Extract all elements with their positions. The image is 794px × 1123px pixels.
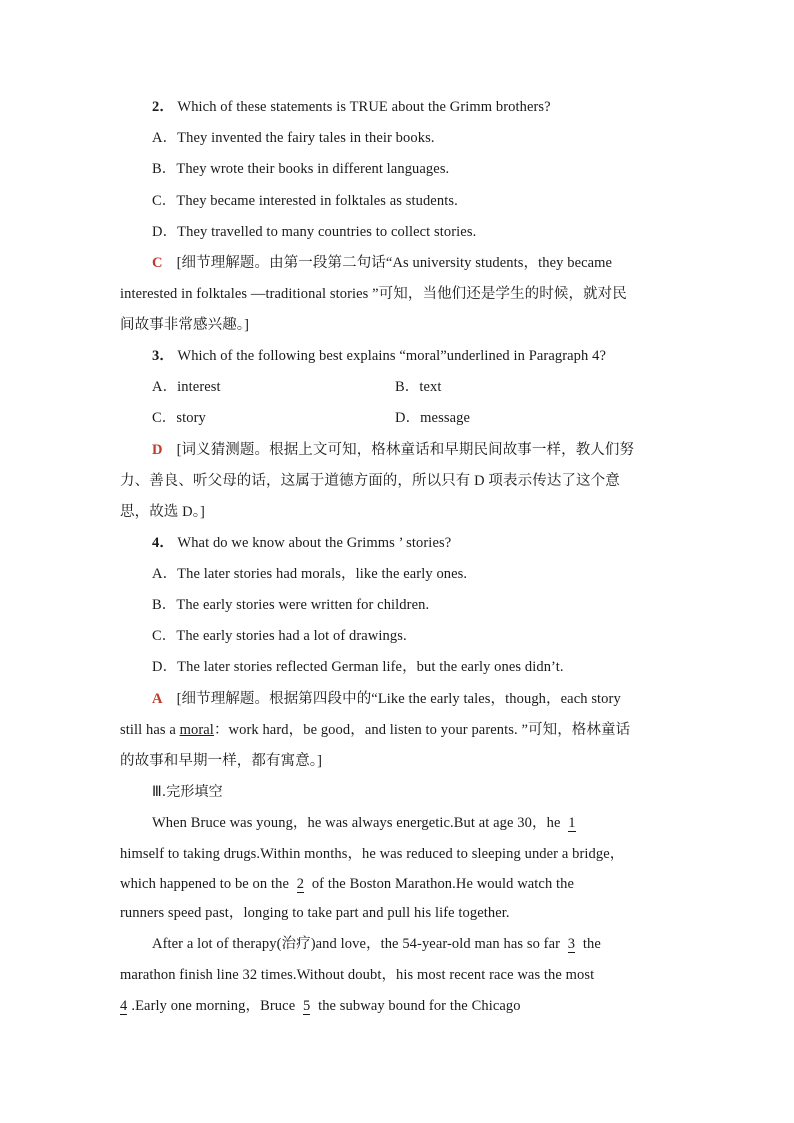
option-letter: C． <box>152 628 177 644</box>
explanation-text: [细节理解题。由第一段第二句话“As university students，they became <box>176 255 613 271</box>
question-text: Which of the following best explains “moral”underlined in Paragraph 4? <box>177 348 606 364</box>
passage-line <box>120 844 624 864</box>
blank-2: 2 <box>296 876 305 892</box>
answer-explanation-line <box>120 502 205 522</box>
question-text: Which of these statements is TRUE about the Grimm brothers? <box>177 99 551 115</box>
option-letter: C． <box>152 410 177 426</box>
answer-letter: A <box>152 691 163 707</box>
answer-explanation-line <box>120 284 627 304</box>
option-text: The later stories reflected German life，but the early ones didn’t. <box>177 659 564 675</box>
blank-4: 4 <box>120 998 128 1014</box>
question-text: What do we know about the Grimms ’ stories? <box>177 535 452 551</box>
option-letter: B． <box>395 379 420 395</box>
passage-text: of the Boston Marathon.He would watch the <box>311 876 575 892</box>
answer-explanation-line <box>152 253 674 273</box>
answer-letter: C <box>152 255 163 271</box>
option-letter: D． <box>152 659 178 675</box>
option-text: interest <box>177 379 221 395</box>
option-letter: B． <box>152 161 177 177</box>
option-text: text <box>419 379 442 395</box>
passage-line <box>120 996 521 1016</box>
option-d <box>395 408 470 428</box>
option-letter: B． <box>152 597 177 613</box>
passage-line <box>120 965 594 985</box>
option-letter: A． <box>152 566 178 582</box>
answer-explanation-line <box>120 471 620 491</box>
underlined-word: moral <box>179 722 214 738</box>
explanation-text: still has a <box>120 722 176 738</box>
option-a <box>152 564 467 584</box>
explanation-text: [细节理解题。根据第四段中的“Like the early tales，though，each story <box>176 691 621 707</box>
answer-explanation-line <box>152 440 634 460</box>
passage-line <box>152 934 601 954</box>
passage-text: .Early one morning，Bruce <box>131 998 296 1014</box>
question-number: 2． <box>152 99 174 115</box>
explanation-text: interested in folktales —traditional stories ”可知，当他们还是学生的时候，就对民 <box>120 286 627 302</box>
passage-text: the <box>582 936 601 952</box>
option-c <box>152 191 458 211</box>
question-number: 4． <box>152 535 174 551</box>
option-text: They travelled to many countries to collect stories. <box>177 224 477 240</box>
explanation-text: 的故事和早期一样，都有寓意。] <box>120 753 323 769</box>
option-letter: A． <box>152 379 178 395</box>
option-b <box>395 377 442 397</box>
explanation-text: ：work hard，be good，and listen to your parents. ”可知，格林童话 <box>213 722 631 738</box>
passage-line <box>152 813 580 833</box>
option-d <box>152 657 564 677</box>
option-text: The early stories had a lot of drawings. <box>176 628 407 644</box>
option-text: The early stories were written for children. <box>176 597 430 613</box>
question-2-stem <box>152 97 551 117</box>
answer-explanation-line <box>120 720 630 740</box>
answer-explanation-line <box>120 315 249 335</box>
explanation-text: 力、善良、听父母的话，这属于道德方面的，所以只有 D 项表示传达了这个意 <box>120 473 620 489</box>
option-letter: C． <box>152 193 177 209</box>
option-a <box>152 128 435 148</box>
option-text: story <box>176 410 206 426</box>
section-heading: Ⅲ.完形填空 <box>152 784 223 800</box>
option-c <box>152 626 407 646</box>
option-letter: D． <box>152 224 178 240</box>
question-3-stem <box>152 346 606 366</box>
option-b <box>152 595 429 615</box>
passage-text: After a lot of therapy(治疗)and love，the 54-year-old man has so far <box>152 936 561 952</box>
option-text: message <box>420 410 470 426</box>
blank-5: 5 <box>302 998 311 1014</box>
option-text: They became interested in folktales as students. <box>176 193 458 209</box>
question-4-stem <box>152 533 451 553</box>
explanation-text: 间故事非常感兴趣。] <box>120 317 250 333</box>
option-a <box>152 377 221 397</box>
option-text: The later stories had morals，like the early ones. <box>177 566 468 582</box>
question-number: 3． <box>152 348 174 364</box>
answer-letter: D <box>152 442 163 458</box>
blank-3: 3 <box>567 936 576 952</box>
option-letter: D． <box>395 410 421 426</box>
option-c <box>152 408 206 428</box>
option-text: They wrote their books in different languages. <box>176 161 450 177</box>
option-letter: A． <box>152 130 178 146</box>
option-text: They invented the fairy tales in their books. <box>177 130 435 146</box>
passage-text: which happened to be on the <box>120 876 289 892</box>
option-b <box>152 159 449 179</box>
passage-line <box>120 903 510 923</box>
answer-explanation-line <box>152 689 621 709</box>
answer-explanation-line <box>120 751 322 771</box>
passage-text: runners speed past，longing to take part and pull his life together. <box>120 905 510 921</box>
explanation-text: 思，故选 D。] <box>120 504 205 520</box>
passage-text: the subway bound for the Chicago <box>318 998 521 1014</box>
option-d <box>152 222 476 242</box>
passage-text: himself to taking drugs.Within months，he was reduced to sleeping under a bridge， <box>120 846 625 862</box>
explanation-text: [词义猜测题。根据上文可知，格林童话和早期民间故事一样，教人们努 <box>176 442 635 458</box>
blank-1: 1 <box>568 815 576 831</box>
passage-line <box>120 874 574 894</box>
passage-text: marathon finish line 32 times.Without doubt，his most recent race was the most <box>120 967 595 983</box>
passage-text: When Bruce was young，he was always energetic.But at age 30，he <box>152 815 561 831</box>
